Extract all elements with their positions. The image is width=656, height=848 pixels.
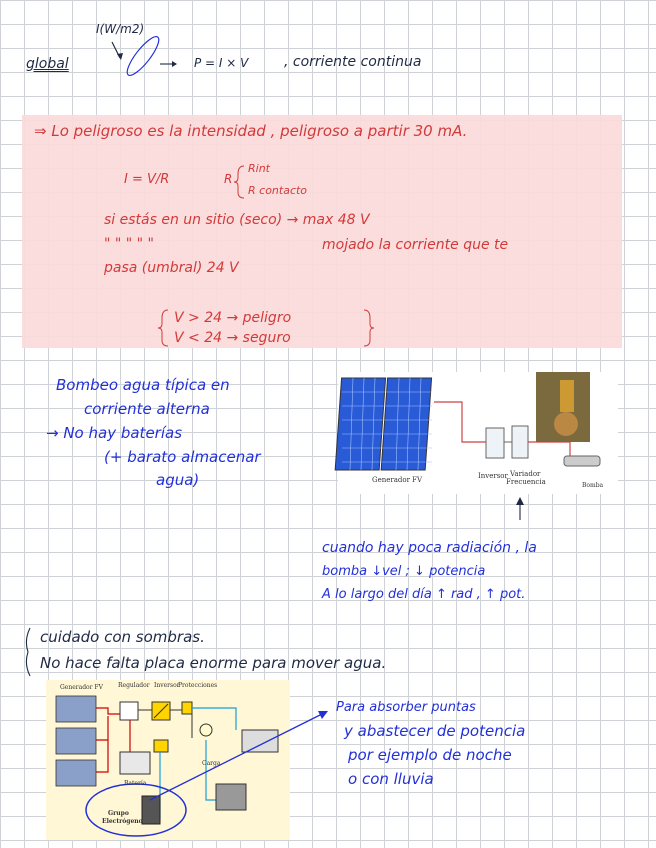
shadows-line-2: No hace falta placa enorme para mover agua. xyxy=(40,654,387,672)
wet-limit-line: mojado la corriente que te xyxy=(322,237,509,253)
global-label: global xyxy=(26,56,69,72)
inverter-caption: Inversor xyxy=(478,472,508,480)
resistance-symbol: R xyxy=(224,172,233,186)
wet-limit-line-2: pasa (umbral) 24 V xyxy=(104,260,239,276)
battery-caption: Batería xyxy=(124,780,147,787)
dc-note: , corriente continua xyxy=(284,54,422,70)
power-formula: P = I × V xyxy=(194,56,249,70)
irradiance-label: I(W/m2) xyxy=(96,22,145,36)
protection-caption: Protecciones xyxy=(178,682,218,689)
danger-line-intensity: ⇒ Lo peligroso es la intensidad , peligroso a partir 30 mA. xyxy=(34,122,468,140)
ohm-law: I = V/R xyxy=(124,172,170,187)
absorb-line-2: y abastecer de potencia xyxy=(344,722,526,740)
danger-condition: V > 24 → peligro xyxy=(174,310,292,326)
radiation-line-3: A lo largo del día ↑ rad , ↑ pot. xyxy=(322,587,526,602)
ditto-marks: " " " " " xyxy=(104,236,154,252)
resistance-internal: Rint xyxy=(248,162,270,175)
regulator-caption: Regulador xyxy=(118,682,150,689)
pump-caption: Bomba xyxy=(582,482,604,489)
group-caption-1: Grupo xyxy=(108,810,129,817)
shadows-line-1: cuidado con sombras. xyxy=(40,628,205,646)
frequency-caption: Frecuencia xyxy=(506,478,546,486)
absorb-line-3: por ejemplo de noche xyxy=(348,746,512,764)
absorb-line-4: o con lluvia xyxy=(348,770,434,788)
resistance-contact: R contacto xyxy=(248,184,308,197)
generator-caption: Generador FV xyxy=(372,476,423,484)
absorb-line-1: Para absorber puntas xyxy=(336,700,476,715)
inverter-box-caption: Inversor xyxy=(154,682,180,689)
load-caption: Carga xyxy=(202,760,221,767)
pumping-line-5: agua) xyxy=(156,471,200,489)
group-caption-2: Electrógeno xyxy=(102,818,143,825)
pumping-line-1: Bombeo agua típica en xyxy=(56,376,230,394)
pumping-line-3: → No hay baterías xyxy=(46,424,183,442)
pumping-line-4: (+ barato almacenar xyxy=(104,448,261,466)
radiation-line-2: bomba ↓vel ; ↓ potencia xyxy=(322,564,486,579)
variator-caption: Variador xyxy=(510,470,541,478)
dry-limit-line: si estás en un sitio (seco) → max 48 V xyxy=(104,212,370,228)
safe-condition: V < 24 → seguro xyxy=(174,330,291,346)
pumping-line-2: corriente alterna xyxy=(84,400,210,418)
radiation-line-1: cuando hay poca radiación , la xyxy=(322,540,537,556)
fv-caption: Generador FV xyxy=(60,684,103,691)
